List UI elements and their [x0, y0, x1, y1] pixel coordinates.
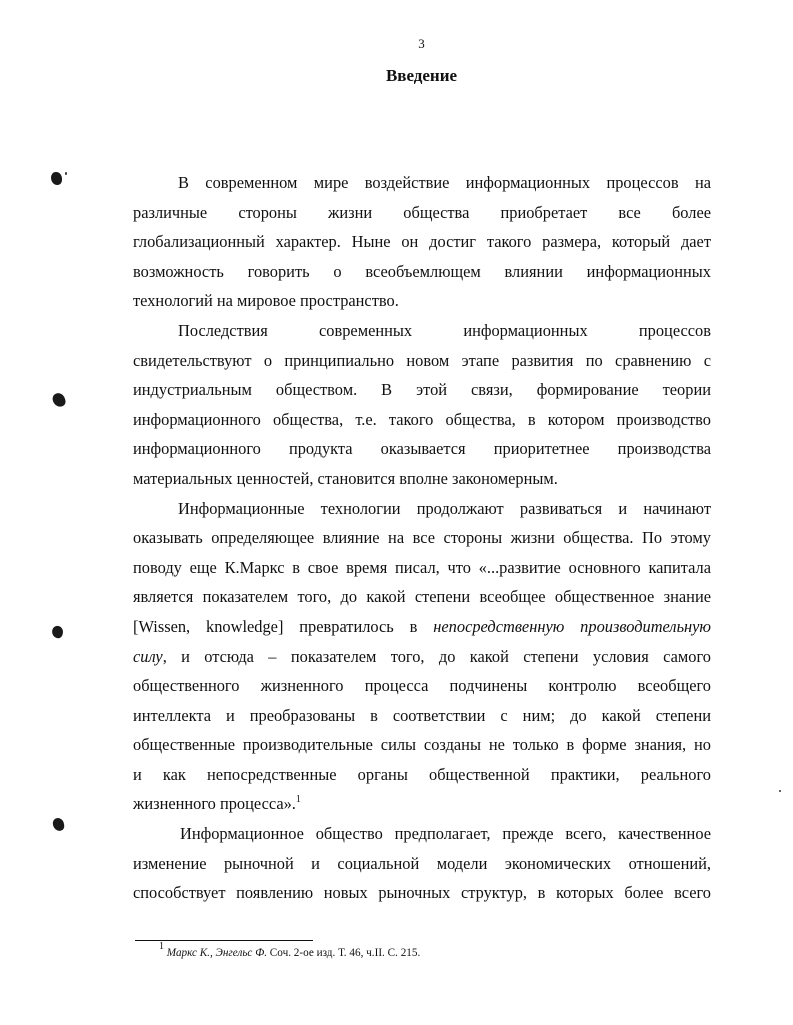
paragraph-3 [133, 494, 711, 820]
scan-blot [51, 625, 65, 639]
scan-blot [51, 391, 67, 408]
text-line: Информационные технологии продолжают развиваться и начинают [178, 498, 711, 518]
text-line: общественные производительные силы созданы не только в форме знания, но [133, 735, 711, 755]
text-line: Последствия современных информационных процессов [178, 320, 711, 340]
text-line [133, 642, 711, 672]
text-line: Информационное общество предполагает, прежде всего, качественное [180, 824, 711, 844]
page-title: Введение [385, 66, 458, 85]
text-line: индустриальным обществом. В этой связи, формирование теории [133, 380, 711, 400]
text-line: оказывать определяющее влияние на все стороны жизни общества. По этому [133, 528, 711, 548]
scan-blot [51, 172, 62, 185]
italic-phrase: силу [133, 646, 163, 666]
text-line: информационного общества, т.е. такого общества, в котором производство [133, 409, 711, 429]
text-line: интеллекта и преобразованы в соответствии с ним; до какой степени [133, 705, 711, 725]
scan-blot [52, 817, 65, 832]
text-segment: [Wissen, knowledge] превратилось в [133, 616, 434, 636]
text-line: различные стороны жизни общества приобретает все более [133, 202, 711, 222]
text-line: поводу еще К.Маркс в свое время писал, что «...развитие основного капитала [133, 557, 711, 577]
text-segment: , и отсюда – показателем того, до какой степени условия самого [162, 646, 711, 666]
paragraph-1 [133, 168, 711, 316]
text-line: способствует появлению новых рыночных структур, в которых более всего [133, 883, 711, 903]
page-number: 3 [418, 36, 425, 51]
footnote-marker: 1 [159, 941, 164, 952]
scan-speck [779, 790, 781, 792]
scan-speck [65, 172, 67, 175]
text-line: и как непосредственные органы общественной практики, реального [133, 764, 711, 784]
text-line: общественного жизненного процесса подчинены контролю всеобщего [133, 676, 711, 696]
text-line: изменение рыночной и социальной модели экономических отношений, [133, 853, 711, 873]
body-text [133, 168, 711, 908]
text-line [133, 612, 711, 642]
text-line: информационного продукта оказывается приоритетнее производства [133, 439, 711, 459]
text-line: глобализационный характер. Ныне он достиг такого размера, который дает [133, 232, 711, 252]
footnote-reference[interactable]: 1 [295, 794, 301, 806]
text-line: В современном мире воздействие информационных процессов на [178, 173, 711, 192]
text-line: технологий на мировое пространство. [133, 291, 399, 311]
paragraph-4 [133, 819, 711, 908]
footnote-citation: Соч. 2-ое изд. Т. 46, ч.II. С. 215. [267, 947, 421, 959]
italic-phrase: непосредственную производительную [433, 616, 711, 636]
text-line: является показателем того, до какой степени всеобщее общественное знание [133, 587, 711, 607]
text-line [133, 789, 711, 819]
text-line: материальных ценностей, становится вполне закономерным. [133, 468, 558, 488]
text-line: свидетельствуют о принципиально новом этапе развития по сравнению с [133, 350, 711, 370]
paragraph-2 [133, 316, 711, 494]
text-line: возможность говорить о всеобъемлющем влиянии информационных [133, 261, 711, 281]
footnote [159, 941, 421, 959]
text-segment: жизненного процесса». [133, 794, 296, 814]
footnote-authors: Маркс К., Энгельс Ф. [166, 947, 267, 959]
